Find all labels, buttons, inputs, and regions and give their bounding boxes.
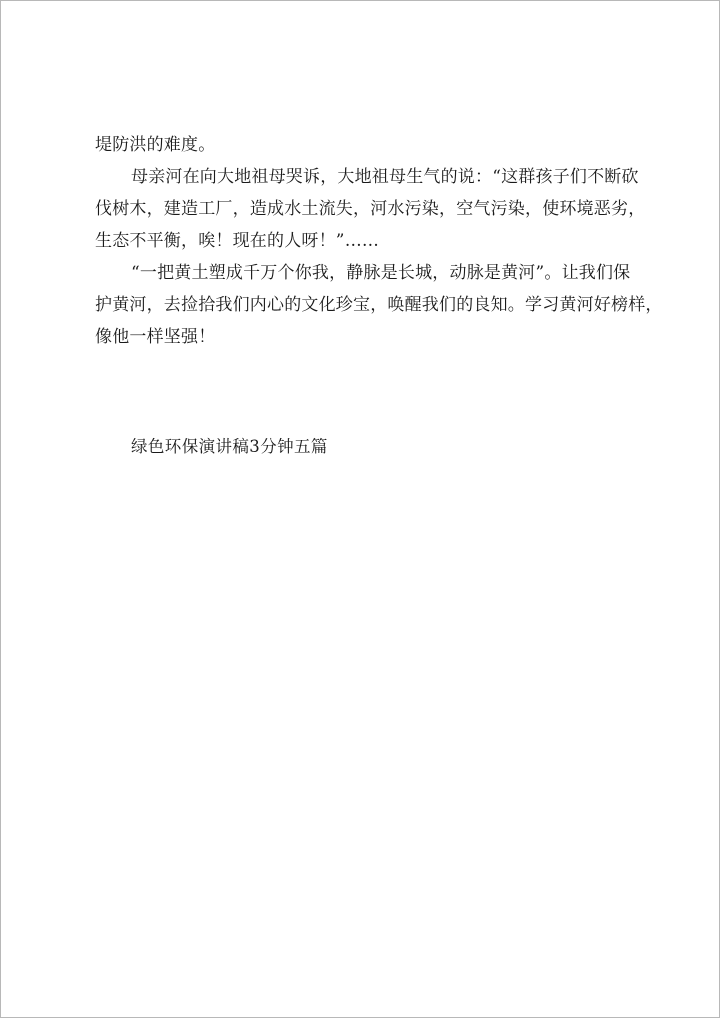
text-line: 堤防洪的难度。 [95, 135, 216, 155]
text-line: 护黄河，去捡拾我们内心的文化珍宝，唤醒我们的良知。学习黄河好榜样， [95, 295, 663, 315]
paragraph-start-line: “一把黄土塑成千万个你我，静脉是长城，动脉是黄河”。让我们保 [131, 263, 631, 283]
paragraph-start-line: 母亲河在向大地祖母哭诉，大地祖母生气的说：“这群孩子们不断砍 [131, 167, 639, 187]
text-line: 生态不平衡，唉！现在的人呀！”…… [95, 231, 380, 251]
next-article-title: 绿色环保演讲稿3分钟五篇 [131, 437, 328, 456]
text-line: 像他一样坚强！ [95, 327, 216, 347]
document-body [95, 129, 663, 353]
text-line: 伐树木，建造工厂，造成水土流失，河水污染，空气污染，使环境恶劣， [95, 199, 646, 219]
